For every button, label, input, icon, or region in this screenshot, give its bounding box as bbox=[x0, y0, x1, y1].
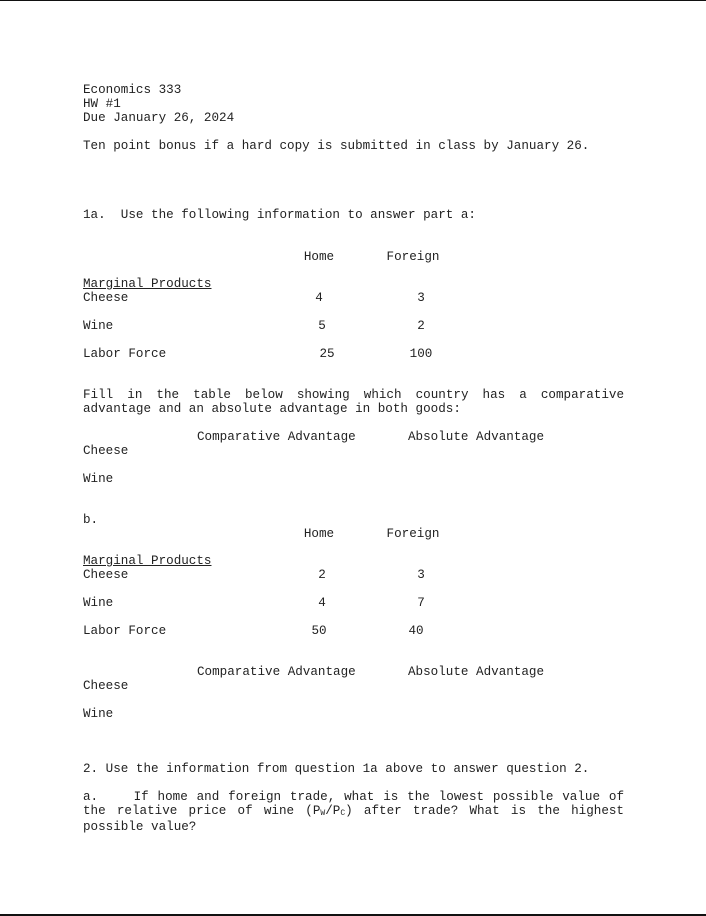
q1a-cell-home: 4 bbox=[315, 291, 323, 305]
homework-number: HW #1 bbox=[83, 97, 121, 111]
due-date: Due January 26, 2024 bbox=[83, 111, 235, 125]
q1a-adv-row-label: Cheese bbox=[83, 444, 129, 458]
q1b-cell-foreign: 7 bbox=[417, 596, 425, 610]
question-1b-label: b. bbox=[83, 513, 99, 527]
question-1a-prompt: 1a. Use the following information to answer part a: bbox=[83, 208, 476, 222]
q1b-cell-home: 2 bbox=[318, 568, 326, 582]
q1b-adv-col-absolute: Absolute Advantage bbox=[408, 665, 545, 679]
q1b-adv-row-label: Cheese bbox=[83, 679, 129, 693]
q1a-adv-row-label: Wine bbox=[83, 472, 114, 486]
q1a-col-foreign: Foreign bbox=[386, 250, 440, 264]
q1b-col-home: Home bbox=[303, 527, 335, 541]
q1b-cell-foreign: 3 bbox=[417, 568, 425, 582]
q1b-adv-col-comparative: Comparative Advantage bbox=[197, 665, 356, 679]
q1b-cell-home: 50 bbox=[311, 624, 327, 638]
q1a-row-label: Wine bbox=[83, 319, 114, 333]
q1b-cell-home: 4 bbox=[318, 596, 326, 610]
q1b-row-label: Wine bbox=[83, 596, 114, 610]
q1b-row-label: Cheese bbox=[83, 568, 129, 582]
question-2-prompt: 2. Use the information from question 1a above to answer question 2. bbox=[83, 762, 590, 776]
q1a-section-label: Marginal Products bbox=[83, 277, 212, 291]
q1b-cell-foreign: 40 bbox=[408, 624, 424, 638]
question-2a-text-part2: ) after trade? What is the highest possible value? bbox=[83, 804, 624, 834]
q1b-row-label: Labor Force bbox=[83, 624, 167, 638]
q1a-cell-foreign: 3 bbox=[417, 291, 425, 305]
q1a-cell-foreign: 2 bbox=[417, 319, 425, 333]
q1a-cell-home: 5 bbox=[318, 319, 326, 333]
q1a-col-home: Home bbox=[303, 250, 335, 264]
q1a-row-label: Cheese bbox=[83, 291, 129, 305]
price-cheese-subscript: C bbox=[340, 809, 346, 818]
q1b-col-foreign: Foreign bbox=[386, 527, 440, 541]
question-2a-text-part1: If home and foreign trade, what is the lowest possible value of the relative price of wine (P bbox=[83, 790, 624, 818]
q1a-row-label: Labor Force bbox=[83, 347, 167, 361]
q1a-adv-col-comparative: Comparative Advantage bbox=[197, 430, 356, 444]
q1a-fill-instruction: Fill in the table below showing which country has a comparative advantage and an absolute advantage in both goods: bbox=[83, 388, 624, 416]
price-slash: /P bbox=[325, 804, 341, 818]
price-wine-subscript: W bbox=[320, 809, 326, 818]
question-2a-label: a. bbox=[83, 790, 99, 804]
q1b-adv-row-label: Wine bbox=[83, 707, 114, 721]
q1a-cell-home: 25 bbox=[319, 347, 335, 361]
q1a-adv-col-absolute: Absolute Advantage bbox=[408, 430, 545, 444]
course-title: Economics 333 bbox=[83, 83, 182, 97]
q1b-section-label: Marginal Products bbox=[83, 554, 212, 568]
bonus-note: Ten point bonus if a hard copy is submitted in class by January 26. bbox=[83, 139, 590, 153]
question-2a-text bbox=[83, 790, 624, 834]
q1a-cell-foreign: 100 bbox=[409, 347, 433, 361]
